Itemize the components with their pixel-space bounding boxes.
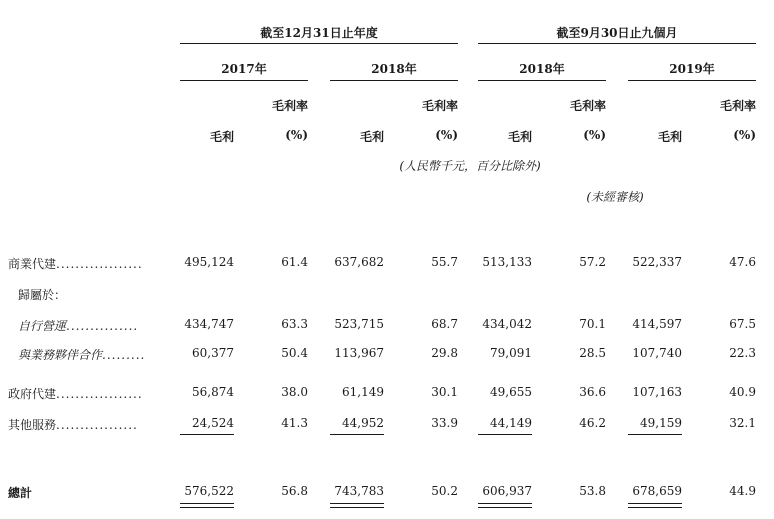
row-label-other: 其他服務................. — [8, 418, 138, 432]
table-cell: 56,874 — [192, 385, 234, 399]
margin-header: 毛利率 — [719, 99, 756, 113]
table-cell: 50.2 — [431, 484, 458, 498]
year-header-2018-nine: 2018年 — [519, 62, 565, 76]
table-cell: 743,783 — [334, 484, 384, 498]
year-rule — [330, 80, 458, 81]
table-cell: 22.3 — [729, 346, 756, 360]
row-label-self-operated: 自行營運............... — [18, 319, 139, 333]
table-cell: 33.9 — [431, 416, 458, 430]
table-cell: 57.2 — [579, 255, 606, 269]
table-cell: 107,163 — [632, 385, 682, 399]
table-cell: 606,937 — [482, 484, 532, 498]
table-cell: 495,124 — [184, 255, 234, 269]
year-rule — [180, 80, 308, 81]
table-cell: 678,659 — [632, 484, 682, 498]
year-header-2017: 2017年 — [221, 62, 267, 76]
table-cell: 70.1 — [579, 317, 606, 331]
table-cell: 53.8 — [579, 484, 606, 498]
table-cell: 107,740 — [632, 346, 682, 360]
table-cell: 522,337 — [632, 255, 682, 269]
year-rule — [478, 80, 606, 81]
table-cell: 513,133 — [482, 255, 532, 269]
margin-header: 毛利率 — [569, 99, 606, 113]
table-cell: 576,522 — [184, 484, 234, 498]
table-cell: 44,952 — [342, 416, 384, 430]
table-cell: 49,655 — [490, 385, 532, 399]
table-cell: 44,149 — [490, 416, 532, 430]
margin-header: 毛利率 — [421, 99, 458, 113]
row-label-commercial: 商業代建.................. — [8, 257, 143, 271]
table-cell: 47.6 — [729, 255, 756, 269]
subtotal-rule — [478, 434, 532, 435]
percent-header: (%) — [733, 128, 756, 142]
header-rule — [180, 43, 458, 44]
table-cell: 41.3 — [281, 416, 308, 430]
table-cell: 36.6 — [579, 385, 606, 399]
year-rule — [628, 80, 756, 81]
table-cell: 49,159 — [640, 416, 682, 430]
subtotal-rule — [628, 434, 682, 435]
table-cell: 24,524 — [192, 416, 234, 430]
table-cell: 60,377 — [192, 346, 234, 360]
gross-profit-header: 毛利 — [359, 130, 384, 144]
table-cell: 434,042 — [482, 317, 532, 331]
table-cell: 79,091 — [490, 346, 532, 360]
table-cell: 56.8 — [281, 484, 308, 498]
table-cell: 637,682 — [334, 255, 384, 269]
table-cell: 38.0 — [281, 385, 308, 399]
total-double-rule — [180, 503, 234, 508]
currency-note: (人民幣千元，百分比除外) — [399, 159, 541, 173]
table-cell: 113,967 — [334, 346, 384, 360]
gross-profit-header: 毛利 — [507, 130, 532, 144]
total-double-rule — [478, 503, 532, 508]
percent-header: (%) — [435, 128, 458, 142]
table-cell: 63.3 — [281, 317, 308, 331]
subtotal-rule — [180, 434, 234, 435]
table-cell: 30.1 — [431, 385, 458, 399]
period-header-year: 截至12月31日止年度 — [260, 26, 378, 40]
row-label-total: 總計 — [8, 486, 33, 500]
table-cell: 40.9 — [729, 385, 756, 399]
percent-header: (%) — [285, 128, 308, 142]
header-rule — [478, 43, 756, 44]
year-header-2018: 2018年 — [371, 62, 417, 76]
table-cell: 32.1 — [729, 416, 756, 430]
table-cell: 55.7 — [431, 255, 458, 269]
margin-header: 毛利率 — [271, 99, 308, 113]
table-cell: 28.5 — [579, 346, 606, 360]
table-cell: 414,597 — [632, 317, 682, 331]
table-cell: 44.9 — [729, 484, 756, 498]
gross-profit-header: 毛利 — [209, 130, 234, 144]
table-cell: 50.4 — [281, 346, 308, 360]
table-cell: 67.5 — [729, 317, 756, 331]
table-cell: 46.2 — [579, 416, 606, 430]
period-header-ninemonths: 截至9月30日止九個月 — [556, 26, 678, 40]
table-cell: 68.7 — [431, 317, 458, 331]
row-label-partner: 與業務夥伴合作......... — [18, 348, 146, 362]
total-double-rule — [628, 503, 682, 508]
row-label-government: 政府代建.................. — [8, 387, 143, 401]
unaudited-note: (未經審核) — [586, 190, 644, 204]
year-header-2019: 2019年 — [669, 62, 715, 76]
table-cell: 61,149 — [342, 385, 384, 399]
table-cell: 434,747 — [184, 317, 234, 331]
total-double-rule — [330, 503, 384, 508]
percent-header: (%) — [583, 128, 606, 142]
table-cell: 61.4 — [281, 255, 308, 269]
subtotal-rule — [330, 434, 384, 435]
row-label-attributable: 歸屬於： — [18, 288, 67, 302]
gross-profit-header: 毛利 — [657, 130, 682, 144]
table-cell: 29.8 — [431, 346, 458, 360]
table-cell: 523,715 — [334, 317, 384, 331]
